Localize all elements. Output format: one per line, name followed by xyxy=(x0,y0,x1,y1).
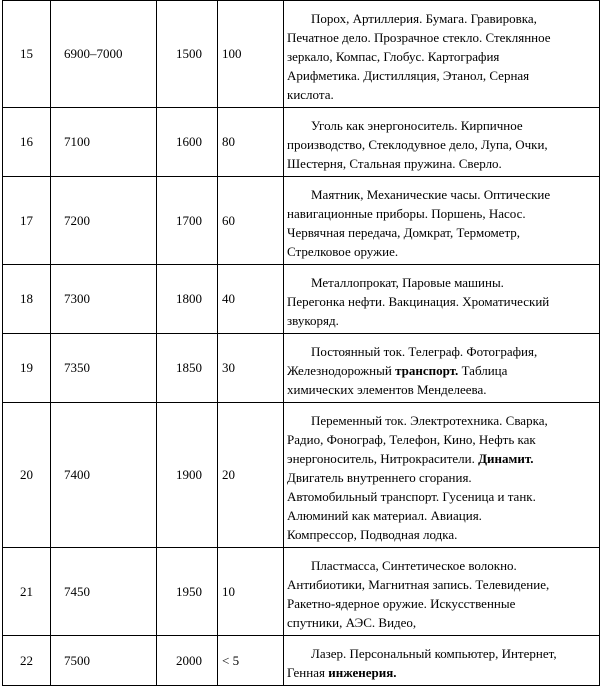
row-technologies: Лазер. Персональный компьютер, Интернет, Генная инженерия. xyxy=(284,636,600,686)
row-number: 16 xyxy=(3,108,51,177)
row-technologies: Порох, Артиллерия. Бумага. Гравировка, Печатное дело. Прозрачное стекло. Стеклянное зеркало, Компас, Глобус. Картография Арифметика. Дистилляция, Этанол, Серная кислота. xyxy=(284,1,600,108)
row-number: 17 xyxy=(3,177,51,265)
row-number: 19 xyxy=(3,334,51,403)
row-number: 22 xyxy=(3,636,51,686)
row-percent: 100 xyxy=(218,1,284,108)
table-row xyxy=(3,636,600,686)
row-level: 1800 xyxy=(157,265,218,334)
row-years: 7300 xyxy=(51,265,157,334)
row-percent: 10 xyxy=(218,548,284,636)
row-technologies: Металлопрокат, Паровые машины. Перегонка нефти. Вакцинация. Хроматический звукоряд. xyxy=(284,265,600,334)
row-level: 1500 xyxy=(157,1,218,108)
row-years: 7200 xyxy=(51,177,157,265)
table-row xyxy=(3,108,600,177)
row-years: 7400 xyxy=(51,403,157,548)
row-number: 15 xyxy=(3,1,51,108)
row-percent: 60 xyxy=(218,177,284,265)
row-technologies: Пластмасса, Синтетическое волокно. Антибиотики, Магнитная запись. Телевидение, Ракетно-ядерное оружие. Искусственные спутники, АЭС. Видео, xyxy=(284,548,600,636)
table-row xyxy=(3,403,600,548)
table-row xyxy=(3,548,600,636)
row-level: 1850 xyxy=(157,334,218,403)
row-number: 20 xyxy=(3,403,51,548)
row-percent: 40 xyxy=(218,265,284,334)
row-percent: 20 xyxy=(218,403,284,548)
row-technologies: Переменный ток. Электротехника. Сварка, Радио, Фонограф, Телефон, Кино, Нефть как энергоноситель, Нитрокрасители. Динамит. Двигатель внутреннего сгорания. Автомобильный транспорт. Гусеница и танк. Алюминий как материал. Авиация. Компрессор, Подводная лодка. xyxy=(284,403,600,548)
row-percent: 30 xyxy=(218,334,284,403)
table-row xyxy=(3,177,600,265)
row-years: 6900–7000 xyxy=(51,1,157,108)
row-technologies: Уголь как энергоноситель. Кирпичное производство, Стеклодувное дело, Лупа, Очки, Шестерня, Стальная пружина. Сверло. xyxy=(284,108,600,177)
row-level: 1900 xyxy=(157,403,218,548)
table-row xyxy=(3,1,600,108)
row-level: 2000 xyxy=(157,636,218,686)
row-years: 7350 xyxy=(51,334,157,403)
row-years: 7450 xyxy=(51,548,157,636)
row-level: 1950 xyxy=(157,548,218,636)
history-table xyxy=(2,0,600,686)
row-technologies: Маятник, Механические часы. Оптические навигационные приборы. Поршень, Насос. Червячная передача, Домкрат, Термометр, Стрелковое оружие. xyxy=(284,177,600,265)
row-years: 7100 xyxy=(51,108,157,177)
row-years: 7500 xyxy=(51,636,157,686)
table-row xyxy=(3,334,600,403)
row-percent: 80 xyxy=(218,108,284,177)
row-technologies: Постоянный ток. Телеграф. Фотография, Железнодорожный транспорт. Таблица химических элементов Менделеева. xyxy=(284,334,600,403)
row-number: 21 xyxy=(3,548,51,636)
table-row xyxy=(3,265,600,334)
row-level: 1700 xyxy=(157,177,218,265)
row-level: 1600 xyxy=(157,108,218,177)
row-number: 18 xyxy=(3,265,51,334)
row-percent: < 5 xyxy=(218,636,284,686)
